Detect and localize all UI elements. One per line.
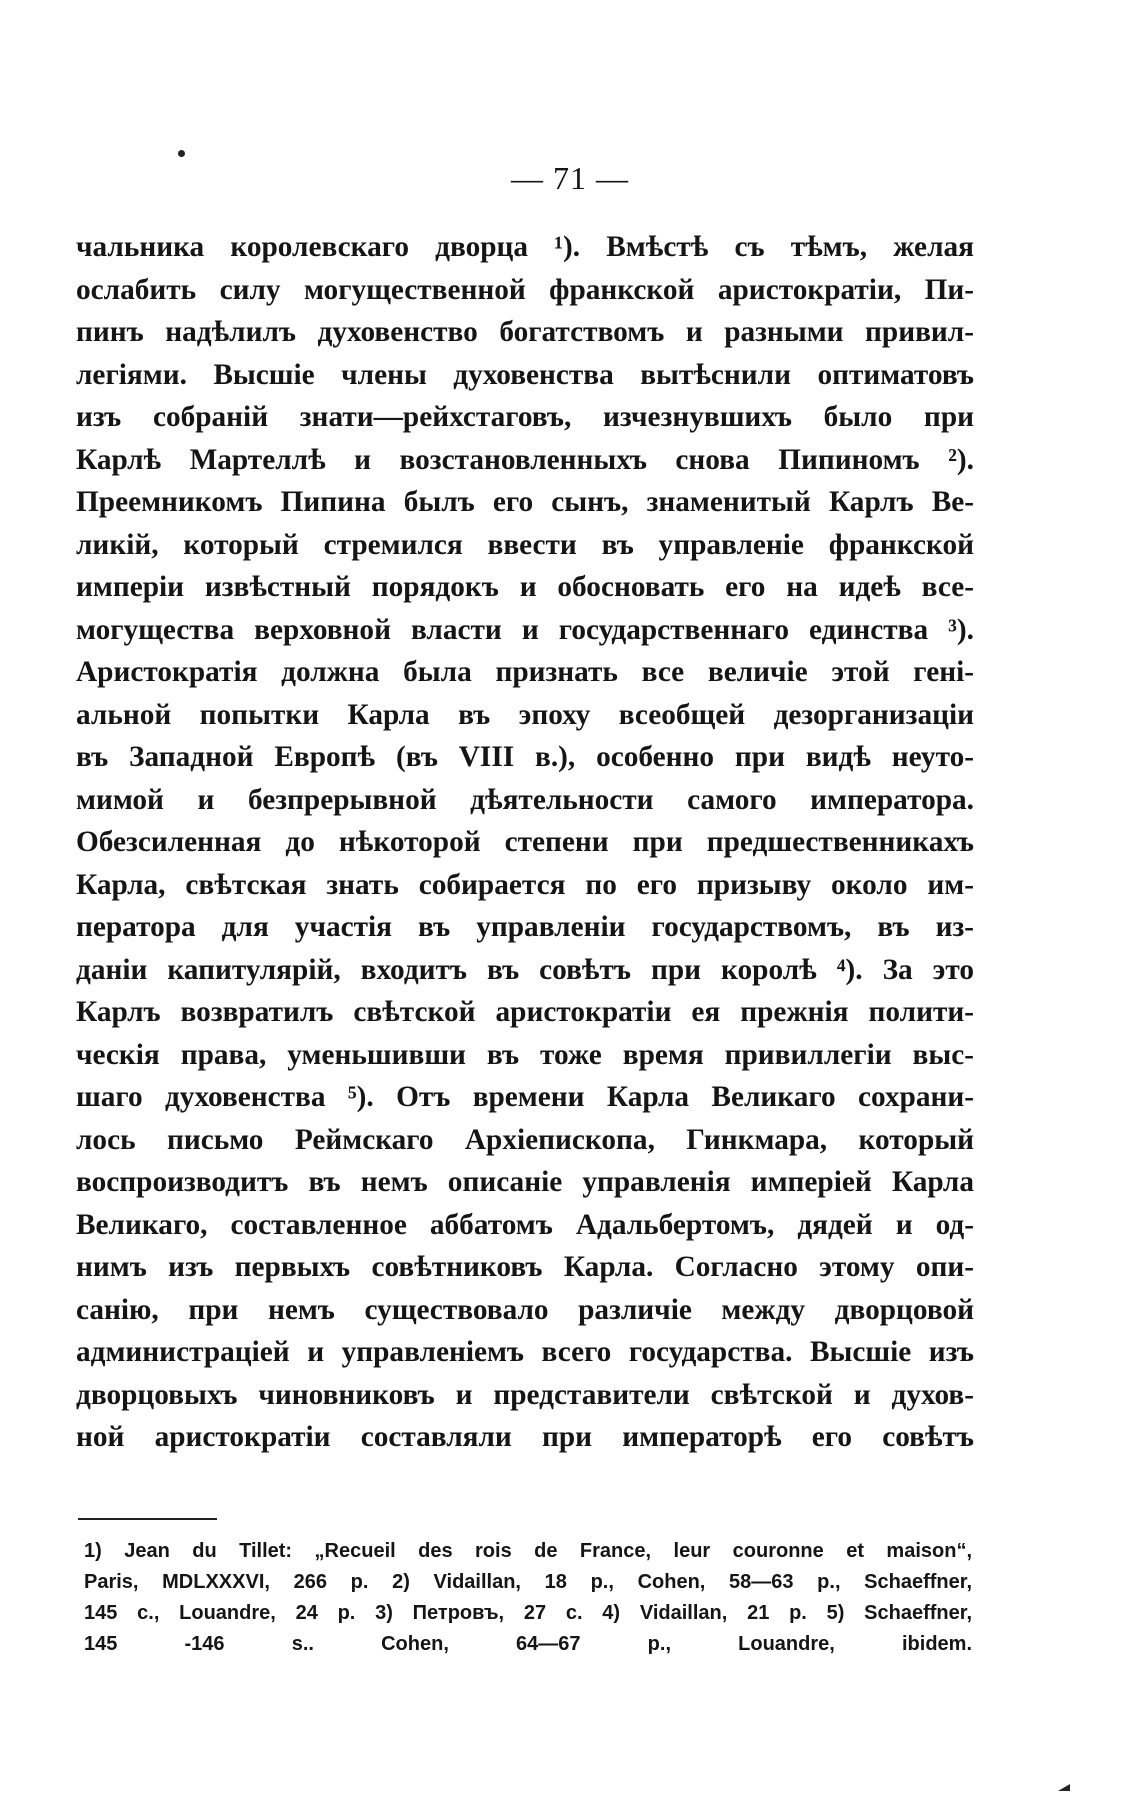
text-line: воспроизводитъ въ немъ описаніе управленія имперіей Карла [76, 1166, 974, 1198]
text-line: Обезсиленная до нѣкоторой степени при предшественникахъ [76, 826, 974, 858]
text-line: мимой и безпрерывной дѣятельности самого императора. [76, 783, 974, 816]
text-line: Карлъ возвратилъ свѣтской аристократіи ея прежнія полити- [76, 996, 974, 1028]
text-line: альной попытки Карла въ эпоху всеобщей дезорганизаціи [76, 698, 974, 731]
text-line: санію, при немъ существовало различіе между дворцовой [76, 1293, 974, 1326]
text-line: пинъ надѣлилъ духовенство богатствомъ и разными привил- [76, 316, 974, 348]
footnote-line: 145 -146 s.. Cohen, 64—67 p., Louandre, ibidem. [84, 1633, 972, 1655]
text-line: Карлѣ Мартеллѣ и возстановленныхъ снова Пипиномъ ²). [76, 443, 974, 476]
printed-dot-mark [178, 150, 185, 157]
text-line: легіями. Высшіе члены духовенства вытѣснили оптиматовъ [76, 358, 974, 391]
text-line: даніи капитулярій, входитъ въ совѣтъ при королѣ ⁴). За это [76, 953, 974, 986]
text-line: ликій, который стремился ввести въ управленіе франкской [76, 528, 974, 561]
corner-print-mark [1058, 1784, 1070, 1791]
text-line: имперіи извѣстный порядокъ и обосновать его на идеѣ все- [76, 571, 974, 603]
text-line: шаго духовенства ⁵). Отъ времени Карла Великаго сохрани- [76, 1081, 974, 1113]
footnote-line: 145 c., Louandre, 24 p. 3) Петровъ, 27 c. 4) Vidaillan, 21 p. 5) Schaeffner, [84, 1602, 972, 1624]
text-line: Аристократія должна была признать все величіе этой гені- [76, 656, 974, 688]
text-line: ператора для участія въ управленіи государствомъ, въ из- [76, 911, 974, 943]
text-line: Великаго, составленное аббатомъ Адальбертомъ, дядей и од- [76, 1208, 974, 1241]
footnote-line: 1) Jean du Tillet: „Recueil des rois de France, leur couronne et maison“, [84, 1540, 972, 1562]
text-line: изъ собраній знати—рейхстаговъ, изчезнувшихъ было при [76, 401, 974, 433]
footnotes [84, 1536, 972, 1660]
text-line: Карла, свѣтская знать собирается по его призыву около им- [76, 868, 974, 901]
text-line: ослабить силу могущественной франкской аристократіи, Пи- [76, 273, 974, 306]
text-line: ческія права, уменьшивши въ тоже время привиллегіи выс- [76, 1038, 974, 1071]
body-text [76, 226, 974, 1459]
text-line: въ Западной Европѣ (въ VIII в.), особенно при видѣ неуто- [76, 741, 974, 773]
text-line: администраціей и управленіемъ всего государства. Высшіе изъ [76, 1336, 974, 1368]
footnote-line: Paris, MDLXXXVI, 266 p. 2) Vidaillan, 18 p., Cohen, 58—63 p., Schaeffner, [84, 1571, 972, 1593]
text-line: лось письмо Реймскаго Архіепископа, Гинкмара, который [76, 1123, 974, 1156]
footnote-separator [78, 1518, 217, 1520]
text-line: нимъ изъ первыхъ совѣтниковъ Карла. Согласно этому опи- [76, 1251, 974, 1283]
text-line: Преемникомъ Пипина былъ его сынъ, знаменитый Карлъ Ве- [76, 486, 974, 518]
text-line: чальника королевскаго дворца ¹). Вмѣстѣ съ тѣмъ, желая [76, 231, 974, 263]
text-line: могущества верховной власти и государственнаго единства ³). [76, 613, 974, 646]
text-line: дворцовыхъ чиновниковъ и представители свѣтской и духов- [76, 1378, 974, 1411]
text-line: ной аристократіи составляли при императорѣ его совѣтъ [76, 1421, 974, 1453]
page-number: — 71 — [511, 160, 629, 196]
